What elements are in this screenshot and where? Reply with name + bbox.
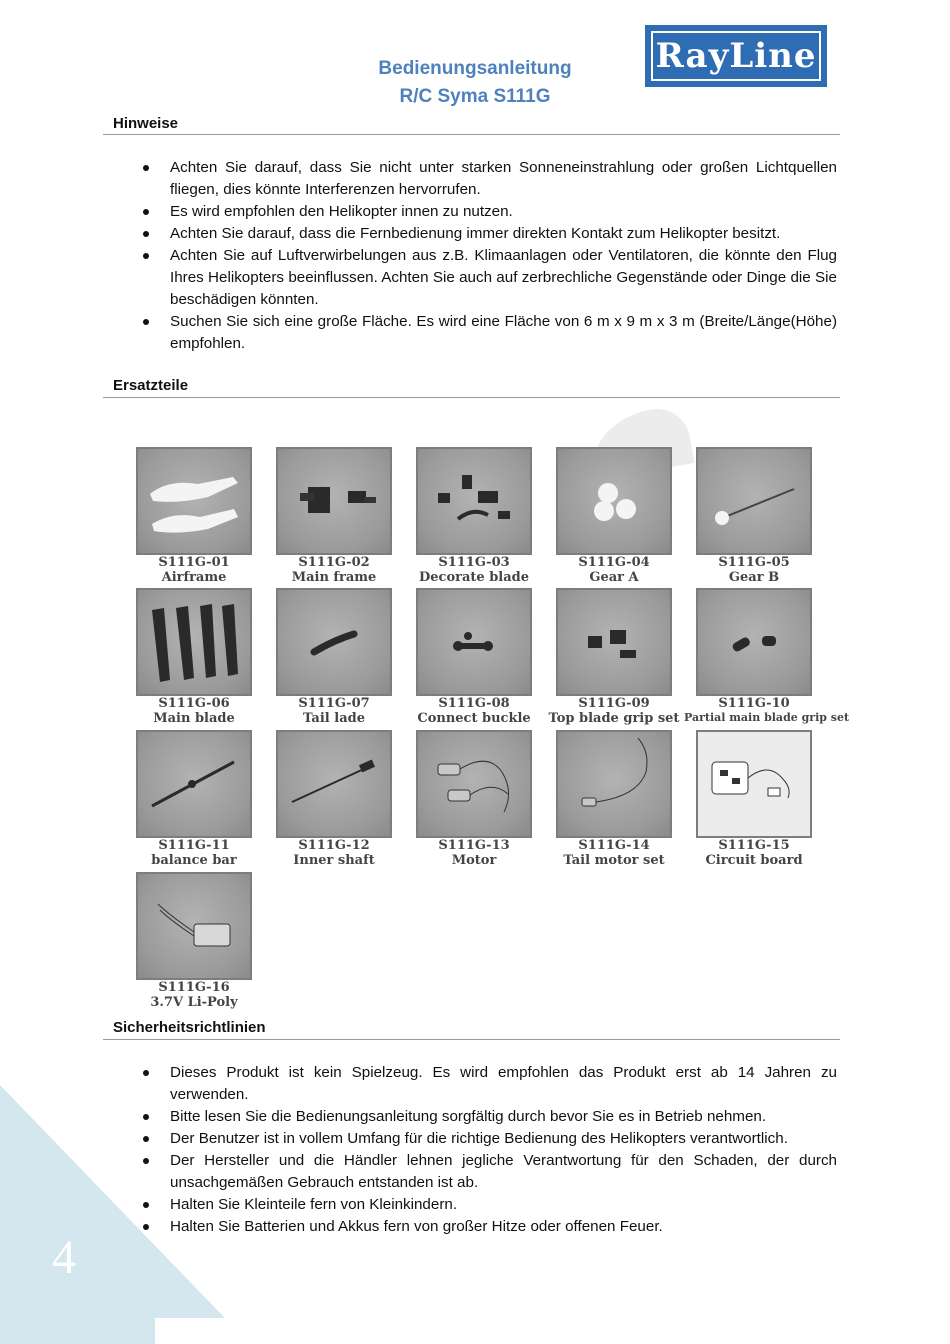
- list-item: Achten Sie auf Luftverwirbelungen aus z.B. Klimaanlagen oder Ventilatoren, die könnte den Flug Ihres Helikopters beeinflussen. Achten Sie auch auf zerbrechliche Gegenstände oder Dinge die Sie beschädigen könnten.: [140, 245, 837, 311]
- part-code: S111G-16: [158, 980, 230, 995]
- part-code: S111G-06: [158, 696, 230, 711]
- part-name: Main blade: [153, 711, 235, 726]
- list-item: Der Benutzer ist in vollem Umfang für die richtige Bedienung des Helikopters verantwortlich.: [140, 1128, 837, 1150]
- part-top-blade-grip: [548, 588, 680, 730]
- part-gear-b: [696, 447, 812, 589]
- section-heading-sicherheit: Sicherheitsrichtlinien: [113, 1019, 266, 1036]
- part-code: S111G-14: [578, 838, 650, 853]
- airframe-icon: [136, 447, 252, 555]
- part-code: S111G-12: [298, 838, 370, 853]
- circuit-board-icon: [696, 730, 812, 838]
- rayline-logo: [645, 25, 827, 87]
- list-item: Es wird empfohlen den Helikopter innen zu nutzen.: [140, 201, 837, 223]
- parts-grid: [136, 447, 850, 1017]
- section-divider: [103, 134, 840, 135]
- document-subtitle: R/C Syma S111G: [399, 86, 551, 107]
- list-item: Achten Sie darauf, dass die Fernbedienung immer direkten Kontakt zum Helikopter besitzt.: [140, 223, 837, 245]
- part-motor: [416, 730, 532, 872]
- part-inner-shaft: [276, 730, 392, 872]
- part-gear-a: [556, 447, 672, 589]
- part-code: S111G-05: [718, 555, 790, 570]
- part-code: S111G-01: [158, 555, 230, 570]
- part-code: S111G-07: [298, 696, 370, 711]
- top-blade-grip-icon: [556, 588, 672, 696]
- gear-b-icon: [696, 447, 812, 555]
- tail-blade-icon: [276, 588, 392, 696]
- part-decorate-blade: [416, 447, 532, 589]
- part-partial-blade-grip: [684, 588, 850, 730]
- main-frame-icon: [276, 447, 392, 555]
- part-name: Motor: [451, 853, 497, 868]
- part-name: balance bar: [151, 853, 237, 868]
- gear-a-icon: [556, 447, 672, 555]
- list-item: Halten Sie Kleinteile fern von Kleinkindern.: [140, 1194, 837, 1216]
- list-item: Bitte lesen Sie die Bedienungsanleitung sorgfältig durch bevor Sie es in Betrieb nehmen.: [140, 1106, 837, 1128]
- part-code: S111G-02: [298, 555, 370, 570]
- list-item: Halten Sie Batterien und Akkus fern von großer Hitze oder offenen Feuer.: [140, 1216, 837, 1238]
- part-name: Airframe: [161, 570, 227, 585]
- decorate-blade-icon: [416, 447, 532, 555]
- motor-icon: [416, 730, 532, 838]
- part-name: Decorate blade: [418, 570, 530, 585]
- part-code: S111G-10: [718, 696, 790, 711]
- part-battery: [136, 872, 252, 1014]
- part-name: Top blade grip set: [548, 711, 680, 726]
- part-name: Connect buckle: [417, 711, 531, 726]
- part-name: Gear A: [589, 570, 639, 585]
- partial-blade-grip-icon: [696, 588, 812, 696]
- part-name: Partial main blade grip set: [684, 711, 850, 724]
- balance-bar-icon: [136, 730, 252, 838]
- connect-buckle-icon: [416, 588, 532, 696]
- part-name: 3.7V Li-Poly: [150, 995, 238, 1010]
- part-code: S111G-03: [438, 555, 510, 570]
- part-code: S111G-09: [578, 696, 650, 711]
- part-main-frame: [276, 447, 392, 589]
- list-item: Achten Sie darauf, dass Sie nicht unter starken Sonneneinstrahlung oder großen Lichtquellen fliegen, dies könnte Interferenzen hervorrufen.: [140, 157, 837, 201]
- part-main-blade: [136, 588, 252, 730]
- part-tail-motor: [556, 730, 672, 872]
- part-airframe: [136, 447, 252, 589]
- battery-icon: [136, 872, 252, 980]
- part-balance-bar: [136, 730, 252, 872]
- section-divider: [103, 397, 840, 398]
- bottom-strip: [155, 1318, 350, 1344]
- inner-shaft-icon: [276, 730, 392, 838]
- tail-motor-icon: [556, 730, 672, 838]
- part-name: Inner shaft: [293, 853, 375, 868]
- page-number: 4: [52, 1231, 76, 1284]
- sicherheit-list: [140, 1062, 837, 1238]
- part-name: Tail lade: [303, 711, 365, 726]
- list-item: Suchen Sie sich eine große Fläche. Es wird eine Fläche von 6 m x 9 m x 3 m (Breite/Länge(Höhe) empfohlen.: [140, 311, 837, 355]
- part-code: S111G-13: [438, 838, 510, 853]
- part-code: S111G-11: [158, 838, 230, 853]
- part-code: S111G-15: [718, 838, 790, 853]
- section-heading-ersatzteile: Ersatzteile: [113, 377, 189, 394]
- part-name: Circuit board: [705, 853, 803, 868]
- main-blade-icon: [136, 588, 252, 696]
- part-name: Main frame: [291, 570, 377, 585]
- part-circuit-board: [696, 730, 812, 872]
- part-name: Gear B: [728, 570, 780, 585]
- section-heading-hinweise: Hinweise: [113, 115, 179, 132]
- part-name: Tail motor set: [563, 853, 665, 868]
- hinweise-list: [140, 157, 837, 355]
- list-item: Der Hersteller und die Händler lehnen jegliche Verantwortung für den Schaden, der durch unsachgemäßen Gebrauch entstanden ist ab.: [140, 1150, 837, 1194]
- part-connect-buckle: [416, 588, 532, 730]
- document-title: Bedienungsanleitung: [378, 58, 572, 79]
- list-item: Dieses Produkt ist kein Spielzeug. Es wird empfohlen das Produkt erst ab 14 Jahren zu verwenden.: [140, 1062, 837, 1106]
- logo-text: RayLine: [655, 36, 817, 76]
- part-tail-blade: [276, 588, 392, 730]
- section-divider: [103, 1039, 840, 1040]
- part-code: S111G-08: [438, 696, 510, 711]
- part-code: S111G-04: [578, 555, 650, 570]
